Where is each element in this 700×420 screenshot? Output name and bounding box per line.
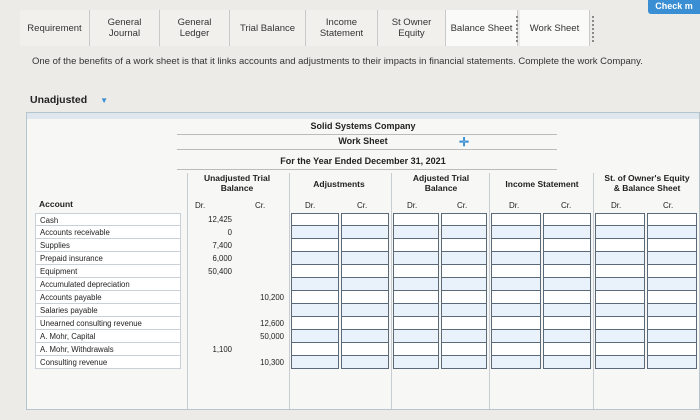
worksheet-input-cell[interactable] xyxy=(543,239,591,252)
account-name: Salaries payable xyxy=(35,304,181,317)
tab-general-ledger[interactable]: General Ledger xyxy=(160,10,230,46)
worksheet-input-cell[interactable] xyxy=(491,304,541,317)
worksheet-input-cell[interactable] xyxy=(543,330,591,343)
worksheet-input-cell[interactable] xyxy=(291,304,339,317)
worksheet-input-cell[interactable] xyxy=(393,343,439,356)
unadjusted-debit-value: 0 xyxy=(227,228,232,237)
worksheet-input-cell[interactable] xyxy=(647,291,697,304)
panel-top-bar xyxy=(27,113,699,119)
worksheet-input-cell[interactable] xyxy=(441,213,487,226)
worksheet-input-cell[interactable] xyxy=(341,265,389,278)
worksheet-input-cell[interactable] xyxy=(647,252,697,265)
worksheet-input-cell[interactable] xyxy=(647,356,697,369)
worksheet-input-cell[interactable] xyxy=(491,226,541,239)
worksheet-input-cell[interactable] xyxy=(441,356,487,369)
worksheet-input-cell[interactable] xyxy=(393,239,439,252)
worksheet-input-cell[interactable] xyxy=(341,330,389,343)
worksheet-input-cell[interactable] xyxy=(341,304,389,317)
worksheet-input-cell[interactable] xyxy=(291,278,339,291)
worksheet-input-cell[interactable] xyxy=(393,226,439,239)
column-divider xyxy=(489,173,490,409)
worksheet-input-cell[interactable] xyxy=(543,213,591,226)
worksheet-input-cell[interactable] xyxy=(595,356,645,369)
worksheet-input-cell[interactable] xyxy=(341,226,389,239)
worksheet-input-cell[interactable] xyxy=(441,343,487,356)
account-name: Prepaid insurance xyxy=(35,252,181,265)
account-name: Supplies xyxy=(35,239,181,252)
worksheet-input-cell[interactable] xyxy=(647,330,697,343)
worksheet-input-cell[interactable] xyxy=(291,330,339,343)
unadjusted-credit-value xyxy=(247,304,287,317)
unadjusted-debit-value: 7,400 xyxy=(212,241,232,250)
worksheet-input-cell[interactable] xyxy=(341,213,389,226)
worksheet-input-cell[interactable] xyxy=(393,356,439,369)
unadjusted-credit-value: 10,300 xyxy=(260,358,284,367)
worksheet-input-cell[interactable] xyxy=(291,226,339,239)
unadjusted-debit-value: 1,100 xyxy=(212,345,232,354)
worksheet-name: Work Sheet xyxy=(338,136,388,146)
worksheet-input-cell[interactable] xyxy=(393,213,439,226)
worksheet-input-cell[interactable] xyxy=(441,265,487,278)
divider xyxy=(177,149,557,150)
worksheet-input-cell[interactable] xyxy=(595,343,645,356)
worksheet-input-cell[interactable] xyxy=(291,356,339,369)
instruction-text: One of the benefits of a work sheet is that it links accounts and adjustments to their impacts in financial statements. Complete the work Company. xyxy=(32,56,643,67)
company-name: Solid Systems Company xyxy=(310,121,416,131)
account-name: Accounts receivable xyxy=(35,226,181,239)
unadjusted-debit-value: 6,000 xyxy=(212,254,232,263)
worksheet-input-cell[interactable] xyxy=(441,291,487,304)
worksheet-input-cell[interactable] xyxy=(647,317,697,330)
worksheet-input-cell[interactable] xyxy=(491,356,541,369)
worksheet-input-cell[interactable] xyxy=(647,304,697,317)
worksheet-title-row xyxy=(27,136,699,146)
worksheet-input-cell[interactable] xyxy=(491,239,541,252)
unadjusted-credit-value xyxy=(247,265,287,278)
worksheet-input-cell[interactable] xyxy=(491,343,541,356)
view-dropdown[interactable] xyxy=(30,94,108,106)
unadjusted-debit-value xyxy=(195,330,235,343)
worksheet-input-cell[interactable] xyxy=(491,265,541,278)
unadjusted-debit-value xyxy=(195,291,235,304)
worksheet-input-cell[interactable] xyxy=(441,304,487,317)
account-name: Accumulated depreciation xyxy=(35,278,181,291)
worksheet-input-cell[interactable] xyxy=(491,213,541,226)
worksheet-input-cell[interactable] xyxy=(393,291,439,304)
tab-income-statement[interactable]: Income Statement xyxy=(306,10,378,46)
dropdown-selected: Unadjusted xyxy=(30,94,88,106)
worksheet-input-cell[interactable] xyxy=(491,278,541,291)
worksheet-input-cell[interactable] xyxy=(291,343,339,356)
worksheet-input-cell[interactable] xyxy=(595,265,645,278)
worksheet-input-cell[interactable] xyxy=(441,330,487,343)
worksheet-input-cell[interactable] xyxy=(543,317,591,330)
tab-requirement[interactable]: Requirement xyxy=(20,10,90,46)
worksheet-input-cell[interactable] xyxy=(647,226,697,239)
tab-work-sheet[interactable]: Work Sheet xyxy=(520,10,590,46)
worksheet-input-cell[interactable] xyxy=(543,343,591,356)
header-adjustments: Adjustments xyxy=(313,179,365,189)
unadjusted-debit-value: 12,425 xyxy=(208,215,232,224)
worksheet-input-cell[interactable] xyxy=(393,265,439,278)
account-name: A. Mohr, Capital xyxy=(35,330,181,343)
unadjusted-debit-value xyxy=(195,304,235,317)
unadjusted-debit-value xyxy=(195,356,235,369)
worksheet-input-cell[interactable] xyxy=(441,239,487,252)
account-name: Unearned consulting revenue xyxy=(35,317,181,330)
tab-divider xyxy=(592,16,596,42)
account-name: Accounts payable xyxy=(35,291,181,304)
chevron-down-icon: ▼ xyxy=(100,96,109,105)
worksheet-input-cell[interactable] xyxy=(393,317,439,330)
worksheet-input-cell[interactable] xyxy=(595,304,645,317)
worksheet-input-cell[interactable] xyxy=(543,278,591,291)
worksheet-input-cell[interactable] xyxy=(341,239,389,252)
unadjusted-debit-value xyxy=(195,278,235,291)
tab-general-journal[interactable]: General Journal xyxy=(90,10,160,46)
tab-owner-equity[interactable]: St Owner Equity xyxy=(378,10,446,46)
worksheet-input-cell[interactable] xyxy=(647,278,697,291)
worksheet-input-cell[interactable] xyxy=(543,291,591,304)
worksheet-input-cell[interactable] xyxy=(341,291,389,304)
unadj-dr-header: Dr. xyxy=(195,201,206,210)
column-divider xyxy=(289,173,290,409)
worksheet-input-cell[interactable] xyxy=(491,317,541,330)
worksheet-input-cell[interactable] xyxy=(341,343,389,356)
worksheet-input-cell[interactable] xyxy=(491,291,541,304)
tab-balance-sheet[interactable]: Balance Sheet xyxy=(446,10,518,46)
is-dr-header: Dr. xyxy=(509,201,520,210)
move-icon[interactable]: ✛ xyxy=(459,135,470,149)
worksheet-input-cell[interactable] xyxy=(543,356,591,369)
unadjusted-credit-value xyxy=(247,226,287,239)
header-unadjusted: Unadjusted Trial Balance xyxy=(203,173,271,193)
worksheet-input-cell[interactable] xyxy=(341,317,389,330)
worksheet-input-cell[interactable] xyxy=(441,317,487,330)
worksheet-input-cell[interactable] xyxy=(441,252,487,265)
worksheet-input-cell[interactable] xyxy=(291,252,339,265)
unadjusted-credit-value xyxy=(247,239,287,252)
worksheet-input-cell[interactable] xyxy=(595,330,645,343)
unadjusted-debit-value: 50,400 xyxy=(208,267,232,276)
bs-dr-header: Dr. xyxy=(611,201,622,210)
worksheet-input-cell[interactable] xyxy=(595,239,645,252)
worksheet-input-cell[interactable] xyxy=(647,239,697,252)
worksheet-input-cell[interactable] xyxy=(291,265,339,278)
period-label: For the Year Ended December 31, 2021 xyxy=(280,156,446,166)
worksheet-input-cell[interactable] xyxy=(393,278,439,291)
worksheet-input-cell[interactable] xyxy=(595,278,645,291)
worksheet-input-cell[interactable] xyxy=(595,291,645,304)
worksheet-input-cell[interactable] xyxy=(491,330,541,343)
unadjusted-credit-value: 10,200 xyxy=(260,293,284,302)
unadjusted-credit-value xyxy=(247,278,287,291)
worksheet-input-cell[interactable] xyxy=(543,304,591,317)
adj-cr-header: Cr. xyxy=(357,201,368,210)
adjtb-cr-header: Cr. xyxy=(457,201,468,210)
unadjusted-credit-value xyxy=(247,213,287,226)
worksheet-input-cell[interactable] xyxy=(341,252,389,265)
unadjusted-credit-value: 50,000 xyxy=(260,332,284,341)
adj-dr-header: Dr. xyxy=(305,201,316,210)
worksheet-input-cell[interactable] xyxy=(441,278,487,291)
worksheet-input-cell[interactable] xyxy=(543,265,591,278)
worksheet-input-cell[interactable] xyxy=(647,343,697,356)
worksheet-input-cell[interactable] xyxy=(393,252,439,265)
worksheet-panel xyxy=(26,112,700,410)
unadjusted-credit-value xyxy=(247,252,287,265)
column-divider xyxy=(593,173,594,409)
unadjusted-debit-value xyxy=(195,317,235,330)
worksheet-input-cell[interactable] xyxy=(393,330,439,343)
worksheet-input-cell[interactable] xyxy=(647,265,697,278)
unadjusted-credit-value xyxy=(247,343,287,356)
account-column-header: Account xyxy=(39,199,73,209)
column-divider xyxy=(187,173,188,409)
worksheet-input-cell[interactable] xyxy=(595,226,645,239)
tab-trial-balance[interactable]: Trial Balance xyxy=(230,10,306,46)
header-owner-equity-balance-sheet: St. of Owner's Equity & Balance Sheet xyxy=(604,173,690,193)
worksheet-input-cell[interactable] xyxy=(441,226,487,239)
worksheet-input-cell[interactable] xyxy=(595,317,645,330)
adjtb-dr-header: Dr. xyxy=(407,201,418,210)
is-cr-header: Cr. xyxy=(561,201,572,210)
worksheet-input-cell[interactable] xyxy=(291,291,339,304)
worksheet-input-cell[interactable] xyxy=(595,213,645,226)
column-divider xyxy=(391,173,392,409)
worksheet-input-cell[interactable] xyxy=(341,278,389,291)
worksheet-input-cell[interactable] xyxy=(543,226,591,239)
unadjusted-credit-value: 12,600 xyxy=(260,319,284,328)
account-name: A. Mohr, Withdrawals xyxy=(35,343,181,356)
worksheet-input-cell[interactable] xyxy=(291,317,339,330)
divider xyxy=(177,134,557,135)
account-name: Equipment xyxy=(35,265,181,278)
worksheet-input-cell[interactable] xyxy=(291,239,339,252)
check-my-work-button[interactable]: Check m xyxy=(648,0,700,14)
unadj-cr-header: Cr. xyxy=(255,201,266,210)
worksheet-input-cell[interactable] xyxy=(291,213,339,226)
worksheet-input-cell[interactable] xyxy=(491,252,541,265)
header-income-statement: Income Statement xyxy=(505,179,579,189)
worksheet-input-cell[interactable] xyxy=(393,304,439,317)
worksheet-input-cell[interactable] xyxy=(647,213,697,226)
divider xyxy=(177,169,557,170)
worksheet-input-cell[interactable] xyxy=(341,356,389,369)
worksheet-input-cell[interactable] xyxy=(543,252,591,265)
account-name: Consulting revenue xyxy=(35,356,181,369)
tab-bar xyxy=(0,1,700,46)
header-adjusted: Adjusted Trial Balance xyxy=(412,173,470,193)
worksheet-input-cell[interactable] xyxy=(595,252,645,265)
account-name: Cash xyxy=(35,213,181,226)
bs-cr-header: Cr. xyxy=(663,201,674,210)
